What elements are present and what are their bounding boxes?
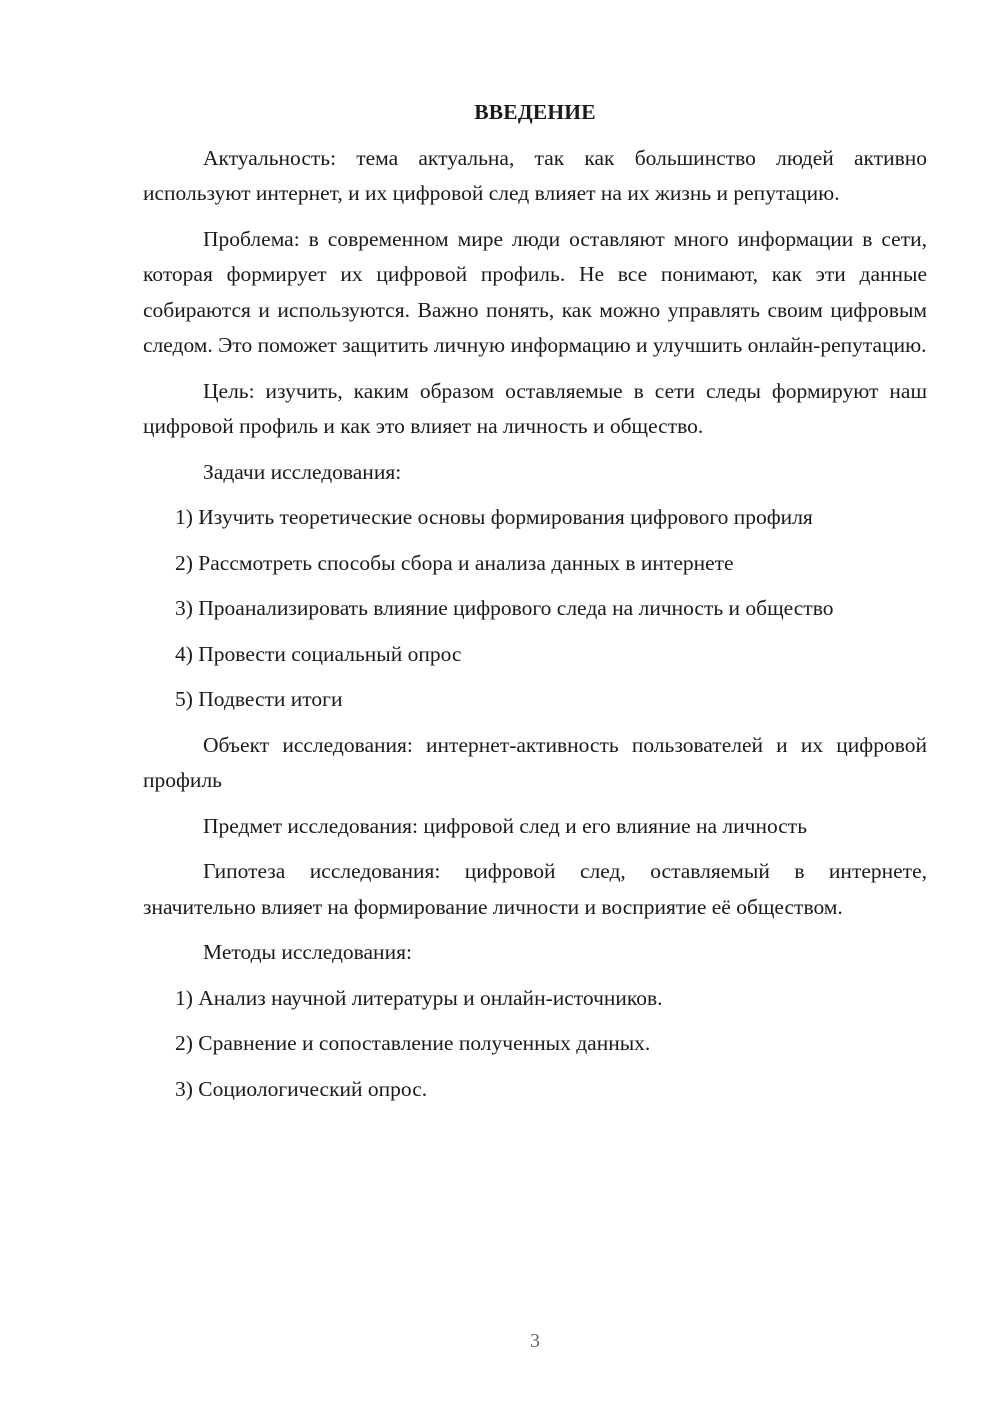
object-paragraph: Объект исследования: интернет-активность пользователей и их цифровой профиль [143,732,927,792]
task-item: 3) Проанализировать влияние цифрового следа на личность и общество [175,596,834,620]
tasks-heading: Задачи исследования: [203,459,402,484]
method-item: 1) Анализ научной литературы и онлайн-источников. [175,985,663,1010]
page-content [143,95,927,1117]
section-title: ВВЕДЕНИЕ [474,100,596,124]
goal-paragraph: Цель: изучить, каким образом оставляемые в сети следы формируют наш цифровой профиль и как это влияет на личность и общество. [143,378,927,438]
page-number: 3 [530,1330,540,1352]
task-item: 1) Изучить теоретические основы формирования цифрового профиля [175,505,813,529]
method-item: 3) Социологический опрос. [175,1076,428,1101]
task-item: 4) Провести социальный опрос [175,641,462,666]
problem-paragraph: Проблема: в современном мире люди оставляют много информации в сети, которая формирует их цифровой профиль. Не все понимают, как эти данные собираются и используются. Важно понять, как можно управлять своим цифровым следом. Это поможет защитить личную информацию и улучшить онлайн-репутацию. [143,226,927,357]
task-item: 2) Рассмотреть способы сбора и анализа данных в интернете [175,550,734,575]
hypothesis-paragraph: Гипотеза исследования: цифровой след, оставляемый в интернете, значительно влияет на формирование личности и восприятие её обществом. [143,859,927,919]
method-item: 2) Сравнение и сопоставление полученных данных. [175,1031,651,1055]
task-item: 5) Подвести итоги [175,687,343,711]
methods-heading: Методы исследования: [203,940,412,964]
subject-paragraph: Предмет исследования: цифровой след и его влияние на личность [203,813,808,838]
relevance-paragraph: Актуальность: тема актуальна, так как большинство людей активно используют интернет, и их цифровой след влияет на их жизнь и репутацию. [143,145,927,205]
